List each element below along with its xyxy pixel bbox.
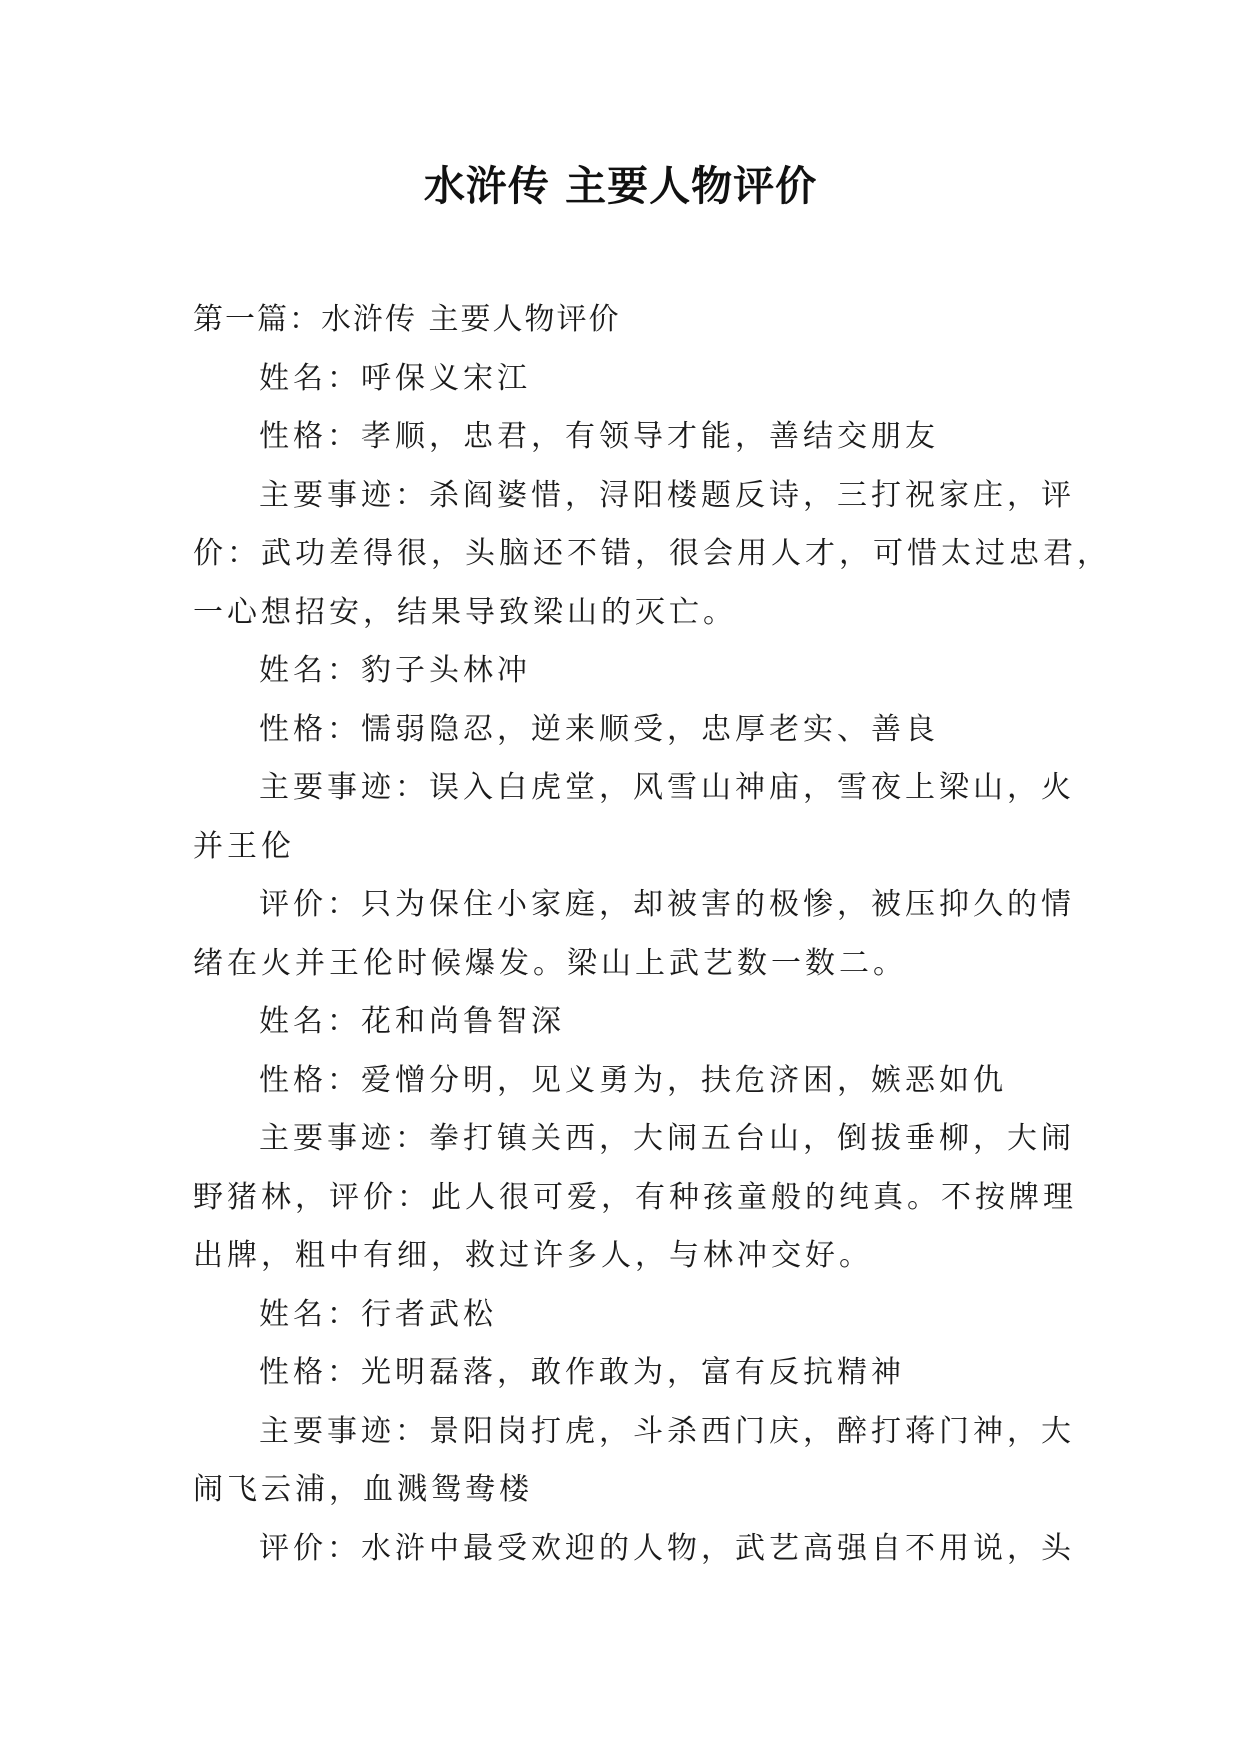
name-line-wu-song: 姓名：行者武松	[259, 1296, 497, 1332]
deeds-line-wu-song: 主要事迹：景阳岗打虎，斗杀西门庆，醉打蒋门神，大	[259, 1413, 1075, 1449]
name-line-song-jiang: 姓名：呼保义宋江	[259, 360, 531, 396]
personality-line-wu-song: 性格：光明磊落，敢作敢为，富有反抗精神	[259, 1355, 905, 1390]
evaluation-line-lin-chong-cont: 绪在火并王伦时候爆发。梁山上武艺数一数二。	[193, 945, 907, 981]
document-body	[193, 291, 1111, 1578]
name-line-lin-chong: 姓名：豹子头林冲	[259, 653, 531, 688]
deeds-line-lin-chong: 主要事迹：误入白虎堂，风雪山神庙，雪夜上梁山，火	[259, 770, 1075, 805]
document-title: 水浒传 主要人物评价	[423, 162, 818, 210]
personality-line-lin-chong: 性格：懦弱隐忍，逆来顺受，忠厚老实、善良	[259, 711, 939, 747]
deeds-line-song-jiang-cont-1: 价：武功差得很，头脑还不错，很会用人才，可惜太过忠君，	[193, 536, 1111, 571]
deeds-line-lin-chong-cont: 并王伦	[193, 828, 295, 864]
name-line-lu-zhishen: 姓名：花和尚鲁智深	[259, 1004, 565, 1039]
personality-line-song-jiang: 性格：孝顺，忠君，有领导才能，善结交朋友	[259, 419, 939, 454]
deeds-line-lu-zhishen-cont-1: 野猪林，评价：此人很可爱，有种孩童般的纯真。不按牌理	[193, 1179, 1077, 1215]
deeds-line-lu-zhishen: 主要事迹：拳打镇关西，大闹五台山，倒拔垂柳，大闹	[259, 1121, 1075, 1156]
evaluation-line-wu-song: 评价：水浒中最受欢迎的人物，武艺高强自不用说，头	[259, 1530, 1075, 1566]
evaluation-line-lin-chong: 评价：只为保住小家庭，却被害的极惨，被压抑久的情	[259, 887, 1075, 922]
personality-line-lu-zhishen: 性格：爱憎分明，见义勇为，扶危济困，嫉恶如仇	[259, 1062, 1007, 1098]
deeds-line-lu-zhishen-cont-2: 出牌，粗中有细，救过许多人，与林冲交好。	[193, 1238, 873, 1273]
section-heading: 第一篇：水浒传 主要人物评价	[193, 302, 621, 337]
deeds-line-song-jiang-cont-2: 一心想招安，结果导致梁山的灭亡。	[193, 594, 737, 630]
deeds-line-song-jiang: 主要事迹：杀阎婆惜，浔阳楼题反诗，三打祝家庄，评	[259, 477, 1075, 513]
deeds-line-wu-song-cont: 闹飞云浦，血溅鸳鸯楼	[193, 1472, 533, 1507]
